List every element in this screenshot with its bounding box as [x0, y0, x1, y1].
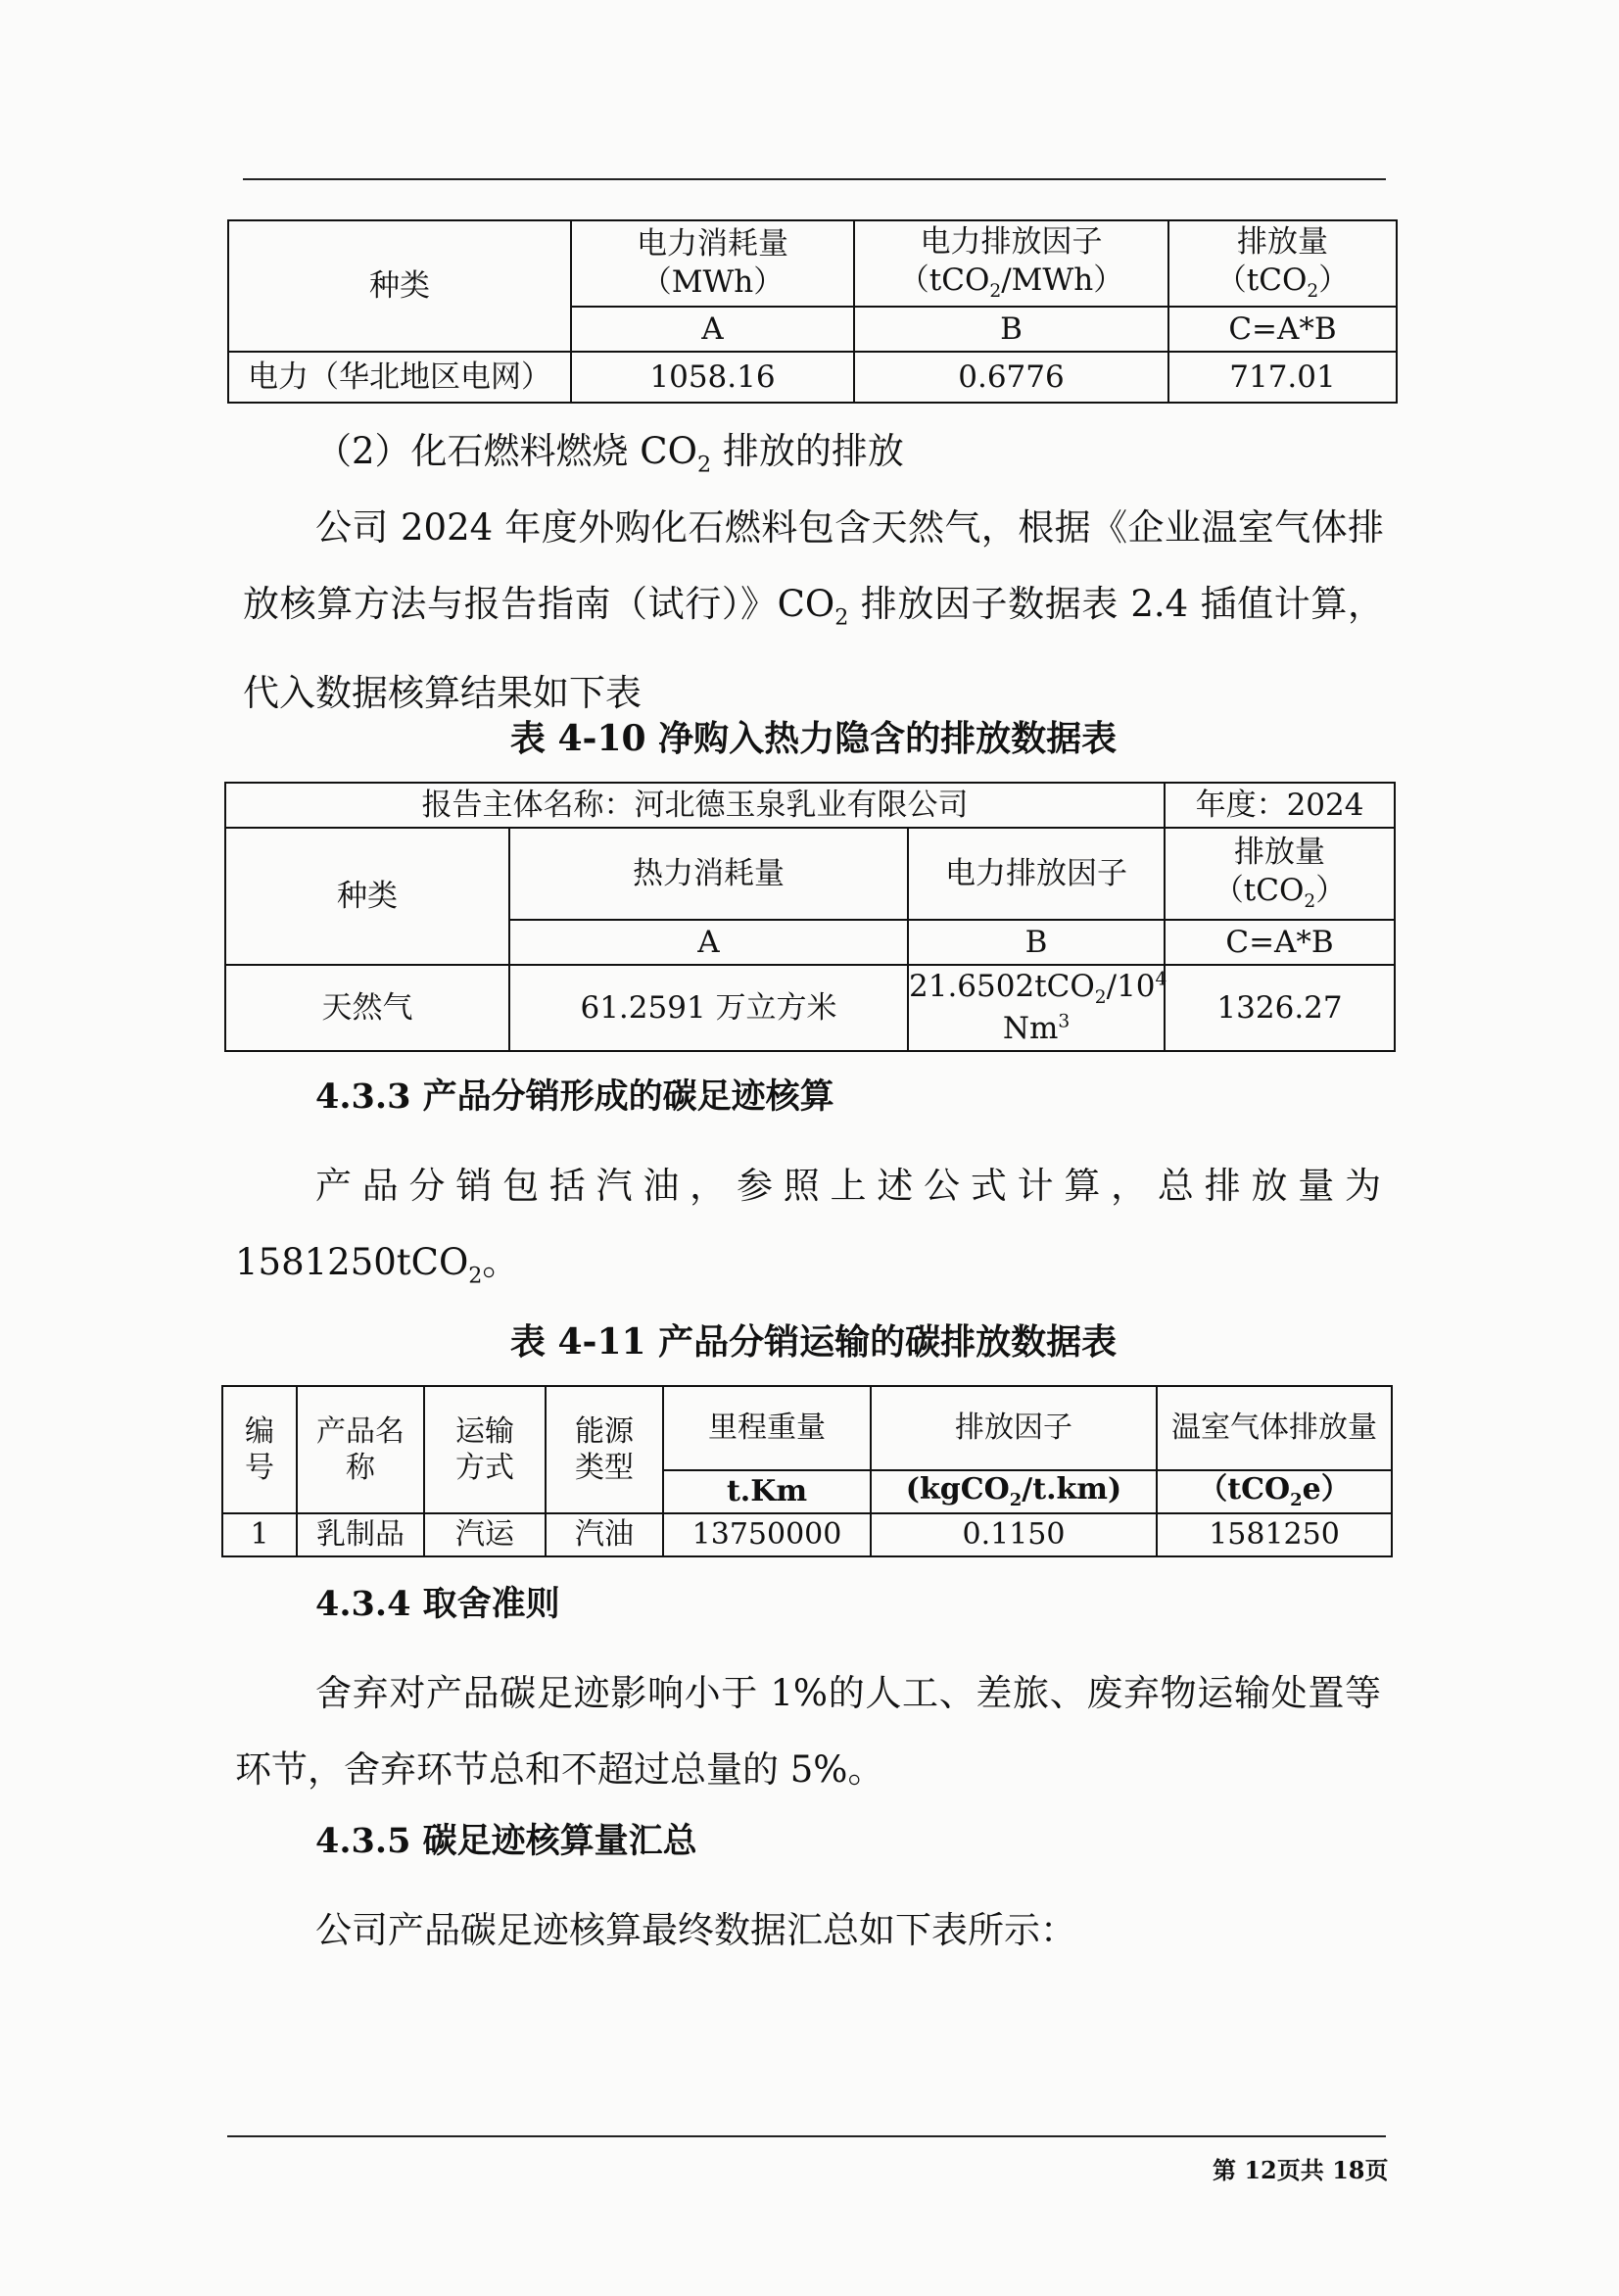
factor-header: 电力排放因子 [920, 224, 1103, 261]
heat-row-label: 天然气 [225, 965, 509, 1051]
type-header-cell [228, 220, 571, 352]
heat-row-emission: 1326.27 [1165, 965, 1395, 1051]
fossil-paragraph: 公司 2024 年度外购化石燃料包含天然气，根据《企业温室气体排放核算方法与报告指南（试行）》$CO_2$ 排放因子数据表 2.4 插值计算，代入数据核算结果如下表 [243, 506, 1384, 715]
consumption-header: 电力消耗量 [637, 226, 788, 263]
row-transport: 汽运 [424, 1513, 546, 1556]
header-product: 产品名称 [297, 1386, 424, 1513]
unit-ghg: （tCO$_2$e） [1157, 1470, 1392, 1513]
heat-type-header: 种类 [225, 828, 509, 965]
code-c: C=A*B [1168, 307, 1397, 352]
row-label: 电力（华北地区电网） [228, 352, 571, 403]
transport-table [221, 1385, 1393, 1557]
row-factor: 0.1150 [871, 1513, 1157, 1556]
unit-factor: (kgCO$_2$/t.km) [871, 1470, 1157, 1513]
section-4-3-4-heading: 4.3.4 取舍准则 [315, 1584, 560, 1624]
emission-header: 排放量 [1237, 224, 1328, 261]
heat-factor-header: 电力排放因子 [908, 828, 1165, 920]
fossil-heading: （2）化石燃料燃烧 $CO_2$ 排放的排放 [315, 430, 904, 478]
row-mileage: 13750000 [663, 1513, 871, 1556]
page-number: 第 12页共 18页 [1213, 2156, 1389, 2184]
header-factor: 排放因子 [871, 1386, 1157, 1470]
subject-name: 报告主体名称：河北德玉泉乳业有限公司 [225, 783, 1165, 828]
heat-table [224, 782, 1396, 1052]
header-no: 编号 [222, 1386, 297, 1513]
heat-row-factor: $21.6502tCO_2/10^4$ Nm$^3$ [908, 965, 1165, 1051]
row-product: 乳制品 [297, 1513, 424, 1556]
section-4-3-5-heading: 4.3.5 碳足迹核算量汇总 [315, 1821, 697, 1861]
row-emission: 717.01 [1168, 352, 1397, 403]
type-header: 种类 [369, 267, 430, 304]
row-no: 1 [222, 1513, 297, 1556]
code-a: A [571, 307, 854, 352]
header-ghg: 温室气体排放量 [1157, 1386, 1392, 1470]
code-b: B [854, 307, 1168, 352]
heat-row-consumption: 61.2591 万立方米 [509, 965, 908, 1051]
row-consumption: 1058.16 [571, 352, 854, 403]
heat-code-b: B [908, 920, 1165, 965]
header-transport: 运输方式 [424, 1386, 546, 1513]
row-energy: 汽油 [546, 1513, 663, 1556]
heat-emission-header-cell [1165, 828, 1395, 920]
section-4-3-3-line1: 产品分销包括汽油，参照上述公式计算，总排放量为 [315, 1165, 1381, 1207]
row-factor: 0.6776 [854, 352, 1168, 403]
unit-mileage: t.Km [663, 1470, 871, 1513]
header-rule [243, 178, 1386, 180]
factor-unit: （tCO$_2$/MWh） [898, 263, 1124, 303]
table-4-10-caption: 表 4-10 净购入热力隐含的排放数据表 [509, 718, 1118, 759]
header-energy: 能源类型 [546, 1386, 663, 1513]
heat-code-a: A [509, 920, 908, 965]
electricity-table [227, 219, 1398, 404]
section-4-3-5-paragraph: 公司产品碳足迹核算最终数据汇总如下表所示： [315, 1909, 1076, 1951]
section-4-3-3-line2: 1581250tCO$_2$。 [235, 1241, 519, 1289]
factor-header-cell [854, 220, 1168, 307]
heat-emission-unit: （tCO$_2$） [1213, 873, 1347, 913]
heat-emission-header: 排放量 [1234, 835, 1326, 871]
section-4-3-3-heading: 4.3.3 产品分销形成的碳足迹核算 [315, 1076, 834, 1117]
heat-consumption-header: 热力消耗量 [509, 828, 908, 920]
table-row [222, 1513, 1392, 1556]
emission-header-cell [1168, 220, 1397, 307]
footer-rule [227, 2135, 1386, 2137]
row-ghg: 1581250 [1157, 1513, 1392, 1556]
emission-unit: （tCO$_2$） [1215, 263, 1350, 303]
year-label: 年度：2024 [1165, 783, 1395, 828]
table-4-11-caption: 表 4-11 产品分销运输的碳排放数据表 [509, 1321, 1118, 1363]
header-mileage: 里程重量 [663, 1386, 871, 1470]
consumption-header-cell [571, 220, 854, 307]
consumption-unit: （MWh） [641, 264, 785, 300]
heat-code-c: C=A*B [1165, 920, 1395, 965]
section-4-3-4-paragraph: 舍弃对产品碳足迹影响小于 1%的人工、差旅、废弃物运输处置等环节，舍弃环节总和不超过总量的 5%。 [235, 1672, 1381, 1791]
